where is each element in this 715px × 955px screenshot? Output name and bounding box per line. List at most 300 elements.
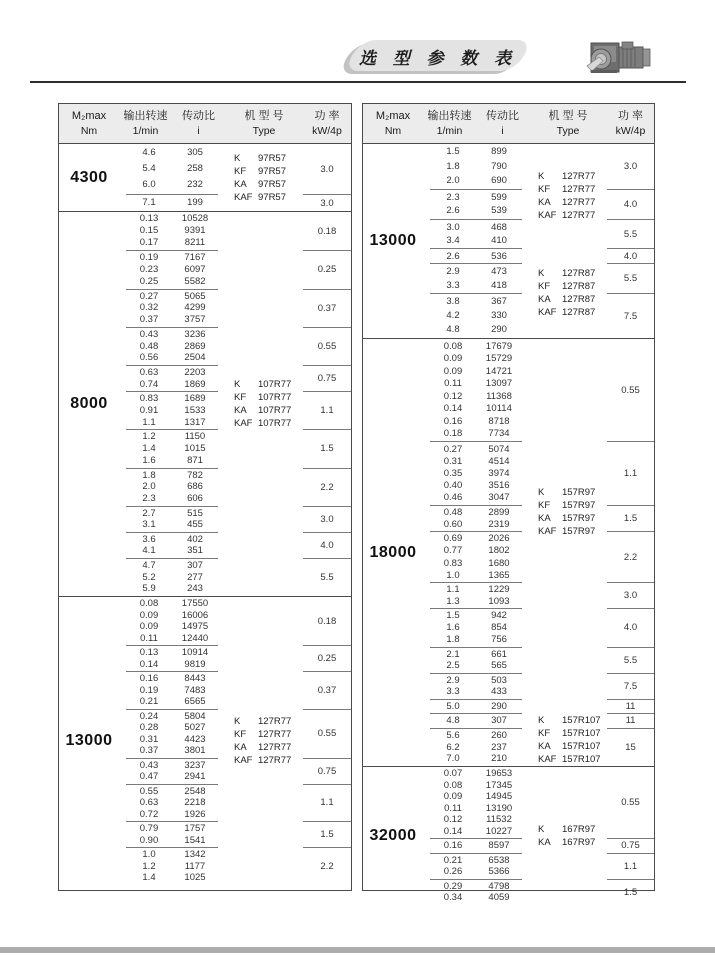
- speed-value: 0.14: [139, 658, 159, 670]
- power-value: 2.2: [303, 847, 351, 885]
- speed-value: 3.0: [446, 221, 460, 233]
- table-row: [430, 649, 522, 661]
- speed-ratio-group: [126, 194, 218, 211]
- type-block: [529, 486, 607, 538]
- ratio-value: 5074: [488, 443, 510, 455]
- type-model: 127R77: [258, 741, 292, 753]
- type-model: 157R97: [562, 512, 596, 524]
- speed-value: 2.0: [446, 174, 460, 186]
- table-row: [126, 470, 218, 482]
- power-value: 1.1: [607, 853, 654, 879]
- speed-ratio-group: [430, 728, 522, 766]
- type-prefix: KF: [234, 392, 247, 403]
- table-row: [430, 519, 522, 531]
- speed-value: 5.9: [142, 583, 156, 595]
- speed-value: 0.47: [139, 771, 159, 782]
- type-line: [538, 306, 607, 319]
- power-value: 2.2: [303, 468, 351, 506]
- speed-value: 1.0: [142, 849, 156, 860]
- table-row: [126, 734, 218, 746]
- table-row: [126, 179, 218, 191]
- ratio-value: 8211: [184, 237, 206, 249]
- speed-value: 4.6: [142, 147, 156, 159]
- power-value: 0.75: [303, 758, 351, 784]
- speed-value: 0.27: [139, 290, 159, 302]
- header-power: 功 率 kW/4p: [312, 109, 342, 137]
- speed-ratio-group: [430, 531, 522, 582]
- table-row: [126, 481, 218, 493]
- table-row: [430, 192, 522, 204]
- selection-table-left: [58, 103, 352, 891]
- type-prefix: KA: [234, 178, 247, 190]
- speed-value: 1.8: [446, 160, 460, 172]
- speed-value: 1.4: [142, 872, 156, 883]
- table-row: [126, 213, 218, 225]
- table-row: [430, 545, 522, 557]
- ratio-value: 690: [491, 174, 507, 186]
- ratio-value: 942: [491, 610, 507, 622]
- type-line: [538, 196, 607, 209]
- table-row: [430, 660, 522, 672]
- type-prefix: KA: [234, 741, 247, 753]
- power-value: 3.0: [303, 506, 351, 532]
- speed-value: 0.09: [443, 353, 463, 365]
- speed-ratio-group: [430, 263, 522, 293]
- table-row: [430, 280, 522, 292]
- type-block: [225, 378, 303, 430]
- power-value: 2.2: [607, 531, 654, 582]
- type-model: 127R87: [562, 268, 596, 280]
- ratio-value: 503: [491, 674, 507, 686]
- table-row: [126, 849, 218, 861]
- table-row: [430, 456, 522, 468]
- type-line: [538, 280, 607, 293]
- type-model: 127R77: [562, 184, 596, 196]
- ratio-value: 3047: [488, 492, 510, 504]
- power-value: 7.5: [607, 293, 654, 338]
- ratio-value: 686: [187, 481, 203, 493]
- speed-value: 0.48: [139, 340, 159, 352]
- table-row: [430, 205, 522, 217]
- type-line: [538, 740, 607, 753]
- table-row: [430, 416, 522, 428]
- type-model: 127R77: [562, 171, 596, 183]
- type-line: [234, 178, 303, 191]
- ratio-value: 402: [187, 533, 203, 545]
- type-model: 157R107: [562, 727, 601, 739]
- header-output-speed: 输出转速 1/min: [123, 109, 168, 137]
- table-row: [126, 722, 218, 734]
- type-model: 157R97: [562, 525, 596, 537]
- speed-value: 0.90: [139, 834, 159, 846]
- table-row: [430, 730, 522, 742]
- ratio-value: 19653: [485, 768, 513, 779]
- ratio-value: 1926: [184, 808, 206, 820]
- torque-value: 8000: [70, 395, 108, 412]
- table-row: [126, 443, 218, 455]
- speed-value: 0.26: [443, 866, 463, 877]
- ratio-value: 7167: [184, 252, 206, 264]
- table-row: [430, 881, 522, 893]
- speed-value: 2.6: [446, 205, 460, 217]
- ratio-value: 5065: [184, 290, 206, 302]
- speed-value: 0.09: [443, 365, 463, 377]
- ratio-value: 2026: [488, 533, 510, 545]
- power-value: 0.55: [621, 384, 640, 396]
- table-row: [430, 428, 522, 440]
- selection-table-right: [362, 103, 655, 903]
- speed-value: 4.2: [446, 310, 460, 322]
- speed-value: 1.6: [142, 454, 156, 466]
- type-line: [538, 525, 607, 538]
- power-value: 0.75: [607, 838, 654, 853]
- speed-value: 2.5: [446, 660, 460, 672]
- table-row: [430, 753, 522, 765]
- table-row: [126, 276, 218, 288]
- ratio-value: 3237: [184, 759, 206, 771]
- table-row: [430, 175, 522, 187]
- speed-ratio-group: [126, 144, 218, 194]
- ratio-value: 232: [187, 179, 203, 191]
- ratio-value: 455: [187, 519, 203, 531]
- speed-ratio-group: [430, 219, 522, 249]
- speed-value: 1.1: [446, 584, 460, 596]
- type-model: 97R57: [258, 178, 286, 190]
- table-row: [430, 826, 522, 838]
- torque-section-18000: [363, 338, 654, 766]
- ratio-value: 6097: [184, 264, 206, 276]
- header-divider: [30, 81, 686, 83]
- ratio-value: 4299: [184, 302, 206, 314]
- type-prefix: KF: [234, 165, 247, 177]
- speed-value: 0.27: [443, 443, 463, 455]
- ratio-value: 756: [491, 634, 507, 645]
- ratio-value: 9819: [184, 658, 206, 670]
- speed-ratio-group: [430, 339, 522, 441]
- table-row: [430, 814, 522, 826]
- type-model: 167R97: [562, 836, 596, 848]
- table-row: [430, 391, 522, 403]
- table-row: [126, 417, 218, 429]
- table-row: [126, 560, 218, 572]
- speed-ratio-group: [430, 879, 522, 905]
- ratio-value: 433: [491, 686, 507, 698]
- speed-value: 1.4: [142, 443, 156, 455]
- table-body: [59, 144, 351, 891]
- speed-value: 0.17: [139, 237, 159, 249]
- type-line: [538, 727, 607, 740]
- type-line: [538, 836, 607, 849]
- speed-value: 7.1: [142, 197, 156, 209]
- table-row: [430, 146, 522, 158]
- type-model: 127R77: [258, 715, 292, 727]
- table-body: [363, 144, 654, 903]
- table-row: [126, 147, 218, 159]
- speed-value: 5.4: [142, 163, 156, 175]
- speed-value: 5.2: [142, 571, 156, 583]
- type-prefix: KAF: [538, 753, 557, 765]
- speed-value: 3.8: [446, 296, 460, 308]
- speed-value: 2.0: [142, 481, 156, 493]
- ratio-value: 5366: [488, 866, 510, 877]
- speed-value: 7.0: [446, 753, 460, 765]
- torque-value: 32000: [369, 826, 417, 844]
- speed-value: 0.16: [443, 840, 463, 851]
- speed-ratio-group: [430, 441, 522, 505]
- ratio-value: 1025: [184, 872, 206, 883]
- speed-value: 0.34: [443, 892, 463, 903]
- speed-value: 0.32: [139, 302, 159, 314]
- type-prefix: KF: [538, 281, 551, 293]
- table-row: [126, 659, 218, 671]
- type-prefix: K: [538, 714, 545, 726]
- speed-ratio-group: [430, 189, 522, 219]
- type-prefix: KF: [234, 728, 247, 740]
- torque-section-4300: [59, 144, 351, 211]
- ratio-value: 2941: [184, 771, 206, 782]
- ratio-value: 1015: [184, 443, 206, 455]
- table-row: [126, 352, 218, 364]
- type-line: [538, 823, 607, 836]
- table-row: [430, 584, 522, 596]
- speed-value: 1.0: [446, 569, 460, 581]
- speed-ratio-group: [126, 365, 218, 391]
- ratio-value: 15729: [485, 353, 513, 365]
- ratio-value: 367: [491, 296, 507, 308]
- gearmotor-illustration: [585, 34, 659, 78]
- ratio-value: 8718: [488, 415, 510, 427]
- speed-ratio-group: [126, 784, 218, 822]
- table-row: [430, 634, 522, 646]
- ratio-value: 1757: [184, 823, 206, 834]
- table-row: [430, 610, 522, 622]
- ratio-value: 290: [491, 700, 507, 712]
- speed-value: 0.07: [443, 768, 463, 779]
- speed-value: 4.8: [446, 324, 460, 336]
- speed-value: 6.2: [446, 741, 460, 753]
- speed-value: 0.21: [139, 696, 159, 707]
- speed-value: 0.48: [443, 507, 463, 519]
- speed-value: 3.1: [142, 519, 156, 531]
- table-row: [430, 742, 522, 754]
- ratio-value: 14721: [485, 365, 513, 377]
- speed-value: 2.6: [446, 250, 460, 262]
- page-title: 选 型 参 数 表: [359, 49, 517, 68]
- type-line: [234, 191, 303, 204]
- table-row: [126, 252, 218, 264]
- speed-value: 0.14: [443, 825, 463, 837]
- ratio-value: 243: [187, 583, 203, 595]
- speed-value: 0.09: [443, 791, 463, 802]
- type-line: [538, 209, 607, 222]
- table-row: [126, 745, 218, 757]
- ratio-value: 290: [491, 324, 507, 336]
- type-block: [529, 267, 607, 319]
- ratio-value: 2504: [184, 352, 206, 364]
- speed-ratio-group: [430, 505, 522, 531]
- table-row: [430, 366, 522, 378]
- type-model: 157R107: [562, 714, 601, 726]
- type-model: 127R77: [562, 197, 596, 209]
- ratio-value: 7483: [184, 684, 206, 696]
- type-prefix: KAF: [234, 754, 253, 766]
- type-prefix: KA: [538, 197, 551, 209]
- type-prefix: K: [538, 268, 545, 280]
- speed-value: 0.69: [443, 533, 463, 545]
- power-value: 1.5: [607, 505, 654, 531]
- speed-value: 0.08: [443, 340, 463, 352]
- ratio-value: 4514: [488, 455, 510, 467]
- type-prefix: KA: [234, 405, 247, 416]
- table-header-row: [59, 104, 351, 144]
- table-row: [430, 675, 522, 687]
- type-model: 157R97: [562, 486, 596, 498]
- power-value: 4.0: [607, 608, 654, 646]
- ratio-value: 8443: [184, 673, 206, 684]
- type-line: [234, 404, 303, 417]
- power-value: 1.5: [303, 429, 351, 467]
- speed-ratio-group: [126, 289, 218, 327]
- table-row: [430, 468, 522, 480]
- ratio-value: 12440: [181, 632, 209, 644]
- ratio-value: 16006: [181, 609, 209, 621]
- speed-value: 0.43: [139, 759, 159, 771]
- power-value: 1.1: [303, 784, 351, 822]
- ratio-value: 1689: [184, 393, 206, 405]
- table-row: [430, 296, 522, 308]
- type-model: 127R77: [258, 728, 292, 740]
- table-row: [126, 314, 218, 326]
- gearmotor-photo: [585, 34, 659, 78]
- speed-value: 0.11: [140, 632, 158, 644]
- header-type: 机 型 号 Type: [548, 109, 588, 137]
- table-row: [126, 545, 218, 557]
- ratio-value: 10227: [485, 825, 513, 837]
- ratio-value: 1150: [184, 431, 206, 443]
- speed-value: 0.12: [443, 390, 463, 402]
- ratio-value: 1177: [184, 860, 206, 872]
- speed-value: 4.7: [142, 559, 156, 571]
- power-value: 15: [607, 728, 654, 766]
- ratio-value: 5027: [184, 722, 206, 733]
- ratio-value: 1365: [488, 569, 510, 581]
- speed-value: 0.37: [139, 314, 159, 326]
- ratio-value: 899: [491, 146, 507, 158]
- table-header-row: [363, 104, 654, 144]
- type-prefix: KA: [538, 512, 551, 524]
- type-block: [225, 715, 303, 767]
- torque-value: 13000: [369, 231, 417, 249]
- table-row: [126, 379, 218, 391]
- power-value: 0.55: [303, 327, 351, 365]
- table-row: [126, 163, 218, 175]
- speed-ratio-group: [126, 645, 218, 671]
- speed-ratio-group: [430, 248, 522, 263]
- speed-value: 0.09: [139, 609, 159, 621]
- power-value: 11: [607, 699, 654, 714]
- type-model: 127R87: [562, 294, 596, 306]
- type-prefix: KF: [538, 727, 551, 739]
- ratio-value: 1533: [184, 404, 206, 416]
- speed-value: 1.3: [446, 595, 460, 607]
- type-prefix: K: [234, 715, 241, 727]
- type-prefix: KA: [538, 740, 551, 752]
- table-row: [126, 673, 218, 685]
- table-row: [430, 222, 522, 234]
- table-row: [430, 596, 522, 608]
- power-value: 5.5: [303, 558, 351, 596]
- speed-ratio-group: [126, 429, 218, 467]
- speed-value: 0.09: [139, 621, 159, 632]
- type-model: 97R57: [258, 191, 286, 203]
- ratio-value: 258: [187, 163, 203, 175]
- type-line: [538, 267, 607, 280]
- table-row: [430, 791, 522, 803]
- speed-value: 2.3: [446, 191, 460, 203]
- table-row: [430, 324, 522, 336]
- type-model: 127R87: [562, 281, 596, 293]
- page-footer-bar: [0, 947, 715, 953]
- speed-value: 0.55: [139, 785, 159, 797]
- power-value: 0.75: [303, 365, 351, 391]
- ratio-value: 418: [491, 279, 507, 291]
- table-row: [430, 341, 522, 353]
- table-row: [126, 610, 218, 622]
- table-row: [430, 866, 522, 878]
- speed-value: 0.24: [139, 710, 159, 722]
- power-value: 3.0: [607, 582, 654, 608]
- type-block: [529, 823, 607, 849]
- type-model: 107R77: [258, 418, 292, 429]
- table-row: [126, 197, 218, 209]
- speed-value: 1.8: [446, 634, 460, 645]
- speed-value: 0.18: [443, 428, 463, 440]
- table-row: [430, 768, 522, 780]
- speed-value: 0.63: [139, 367, 159, 378]
- table-row: [126, 393, 218, 405]
- table-row: [126, 291, 218, 303]
- ratio-value: 468: [491, 221, 507, 233]
- table-row: [126, 534, 218, 546]
- speed-value: 0.35: [443, 467, 463, 479]
- ratio-value: 790: [491, 160, 507, 172]
- type-line: [538, 293, 607, 306]
- ratio-value: 3516: [488, 480, 510, 492]
- table-row: [126, 760, 218, 772]
- table-row: [126, 583, 218, 595]
- table-row: [430, 507, 522, 519]
- speed-value: 0.08: [443, 779, 463, 791]
- ratio-value: 6538: [488, 854, 510, 866]
- ratio-value: 5582: [184, 275, 206, 287]
- speed-ratio-group: [430, 608, 522, 646]
- ratio-value: 1802: [488, 545, 510, 557]
- type-line: [234, 165, 303, 178]
- table-row: [430, 480, 522, 492]
- type-prefix: KF: [538, 499, 551, 511]
- table-row: [126, 771, 218, 783]
- table-row: [430, 558, 522, 570]
- power-value: 0.37: [303, 289, 351, 327]
- type-model: 107R77: [258, 379, 292, 390]
- torque-section-13000: [59, 596, 351, 891]
- speed-value: 0.83: [139, 393, 159, 405]
- torque-value: 18000: [369, 543, 417, 561]
- type-model: 167R97: [562, 823, 596, 835]
- speed-value: 6.0: [142, 179, 156, 191]
- speed-ratio-group: [430, 699, 522, 714]
- ratio-value: 277: [187, 571, 203, 583]
